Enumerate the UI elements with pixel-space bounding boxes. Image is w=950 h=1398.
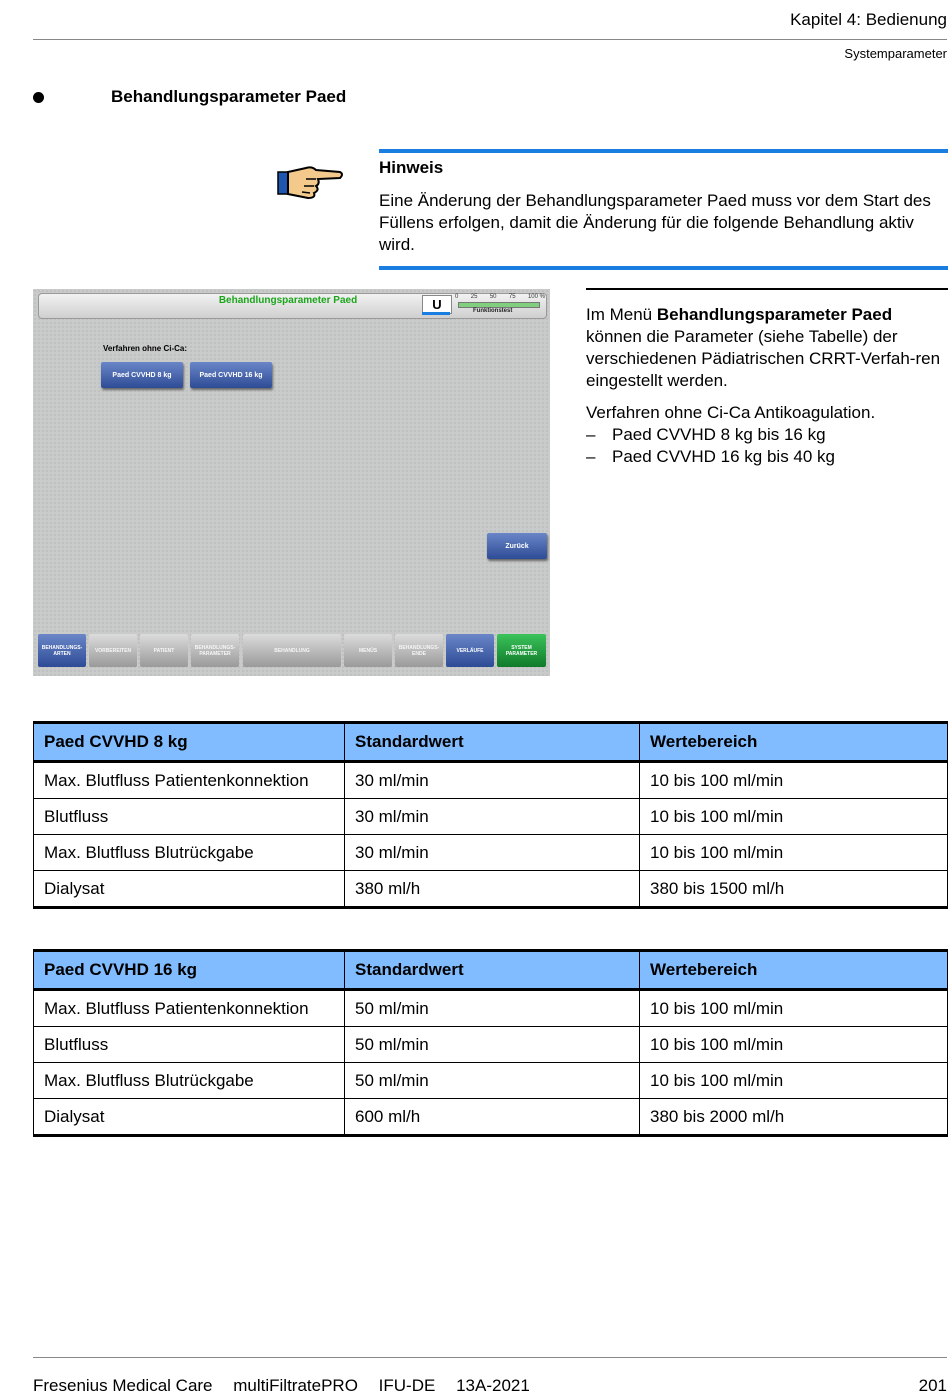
table-cell: 50 ml/min xyxy=(345,990,640,1027)
table-header-row xyxy=(34,951,948,990)
procedure-intro: Verfahren ohne Ci-Ca Antikoagulation. xyxy=(586,403,876,422)
column-header: Paed CVVHD 8 kg xyxy=(34,723,345,762)
table-cell: Max. Blutfluss Patientenkonnektion xyxy=(34,990,345,1027)
column-header: Standardwert xyxy=(345,723,640,762)
device-screenshot xyxy=(33,289,550,676)
intro-text: Im Menü xyxy=(586,305,657,324)
table-cell: 10 bis 100 ml/min xyxy=(640,1027,948,1063)
table-cell: 10 bis 100 ml/min xyxy=(640,1063,948,1099)
progress-label: Funktionstest xyxy=(473,308,513,314)
nav-treatment[interactable]: BEHANDLUNG xyxy=(243,634,341,667)
dash: – xyxy=(586,425,596,444)
table-cell: 380 bis 1500 ml/h xyxy=(640,871,948,908)
footer-divider xyxy=(33,1357,947,1358)
column-header: Wertebereich xyxy=(640,723,948,762)
nav-treatment-parameters[interactable]: BEHANDLUNGS-PARAMETER xyxy=(191,634,239,667)
table-cell: Blutfluss xyxy=(34,1027,345,1063)
page-number: 201 xyxy=(918,1376,947,1395)
scale-tick: 75 xyxy=(508,294,516,300)
footer-info xyxy=(33,1376,546,1396)
column-header: Wertebereich xyxy=(640,951,948,990)
nav-treatment-end[interactable]: BEHANDLUNGS-ENDE xyxy=(395,634,443,667)
list-item-text: Paed CVVHD 16 kg bis 40 kg xyxy=(612,447,836,466)
table-cell: Max. Blutfluss Blutrückgabe xyxy=(34,835,345,871)
paed-cvvhd-16kg-button[interactable]: Paed CVVHD 16 kg xyxy=(190,362,272,388)
chapter-header: Kapitel 4: Bedienung xyxy=(790,10,947,29)
footer-doc: IFU-DE xyxy=(378,1376,436,1395)
table-row xyxy=(34,1027,948,1063)
paed-16kg-table xyxy=(33,949,948,1137)
note-top-rule xyxy=(379,149,948,153)
u-indicator-bar xyxy=(422,312,450,315)
paed-8kg-table xyxy=(33,721,948,909)
table-cell: 30 ml/min xyxy=(345,762,640,799)
table-cell: 380 bis 2000 ml/h xyxy=(640,1099,948,1136)
footer-product: multiFiltratePRO xyxy=(233,1376,358,1395)
column-header: Paed CVVHD 16 kg xyxy=(34,951,345,990)
note-title: Hinweis xyxy=(379,158,444,177)
table-cell: Blutfluss xyxy=(34,799,345,835)
header-divider xyxy=(33,39,947,40)
table-cell: 10 bis 100 ml/min xyxy=(640,799,948,835)
table-cell: 10 bis 100 ml/min xyxy=(640,835,948,871)
table-cell: Max. Blutfluss Patientenkonnektion xyxy=(34,762,345,799)
nav-prepare[interactable]: VORBEREITEN xyxy=(89,634,137,667)
footer-version: 13A-2021 xyxy=(456,1376,530,1395)
procedure-label: Verfahren ohne Ci-Ca: xyxy=(103,344,188,353)
column-header: Standardwert xyxy=(345,951,640,990)
table-cell: Dialysat xyxy=(34,871,345,908)
note-text: Eine Änderung der Behandlungsparameter Paed muss vor dem Start des Füllens erfolgen, damit die Änderung für die folgende Behandlung aktiv wird. xyxy=(379,191,931,254)
table-row xyxy=(34,762,948,799)
list-item xyxy=(586,446,948,468)
nav-menus[interactable]: MENÜS xyxy=(344,634,392,667)
table-cell: 10 bis 100 ml/min xyxy=(640,762,948,799)
intro-bold: Behandlungsparameter Paed xyxy=(656,305,893,324)
progress-scale xyxy=(455,294,545,300)
nav-treatment-types[interactable]: BEHANDLUNGS-ARTEN xyxy=(38,634,86,667)
table-cell: 50 ml/min xyxy=(345,1063,640,1099)
table-row xyxy=(34,1099,948,1136)
table-row xyxy=(34,799,948,835)
nav-system-parameters[interactable]: SYSTEM PARAMETER xyxy=(497,634,546,667)
table-cell: 600 ml/h xyxy=(345,1099,640,1136)
nav-histories[interactable]: VERLÄUFE xyxy=(446,634,494,667)
table-cell: 380 ml/h xyxy=(345,871,640,908)
intro-paragraph xyxy=(586,304,948,392)
table-cell: 30 ml/min xyxy=(345,835,640,871)
screen-title: Behandlungsparameter Paed xyxy=(218,295,358,306)
table-cell: Dialysat xyxy=(34,1099,345,1136)
table-cell: 10 bis 100 ml/min xyxy=(640,990,948,1027)
right-column-rule xyxy=(586,288,948,290)
nav-patient[interactable]: PATIENT xyxy=(140,634,188,667)
table-cell: 30 ml/min xyxy=(345,799,640,835)
intro-text-rest: können die Parameter (siehe Tabelle) der verschiedenen Pädiatrischen CRRT-Verfah-ren eingestellt werden. xyxy=(586,327,941,390)
scale-tick: 0 xyxy=(455,294,459,300)
table-cell: Max. Blutfluss Blutrückgabe xyxy=(34,1063,345,1099)
table-row xyxy=(34,835,948,871)
u-indicator: U xyxy=(422,295,452,314)
scale-tick: 100 % xyxy=(527,294,545,300)
scale-tick: 25 xyxy=(470,294,478,300)
back-button[interactable]: Zurück xyxy=(487,533,547,559)
table-row xyxy=(34,1063,948,1099)
dash: – xyxy=(586,447,596,466)
paed-cvvhd-8kg-button[interactable]: Paed CVVHD 8 kg xyxy=(101,362,183,388)
table-header-row xyxy=(34,723,948,762)
table-row xyxy=(34,990,948,1027)
list-item-text: Paed CVVHD 8 kg bis 16 kg xyxy=(612,425,826,444)
pointing-hand-icon xyxy=(276,160,346,208)
list-item xyxy=(586,424,948,446)
table-row xyxy=(34,871,948,908)
scale-tick: 50 xyxy=(489,294,497,300)
note-bottom-rule xyxy=(379,266,948,270)
section-title: Behandlungsparameter Paed xyxy=(111,87,347,106)
bullet-icon xyxy=(33,92,44,103)
footer-company: Fresenius Medical Care xyxy=(33,1376,213,1395)
table-cell: 50 ml/min xyxy=(345,1027,640,1063)
description-text xyxy=(586,304,948,468)
section-header: Systemparameter xyxy=(844,46,947,61)
